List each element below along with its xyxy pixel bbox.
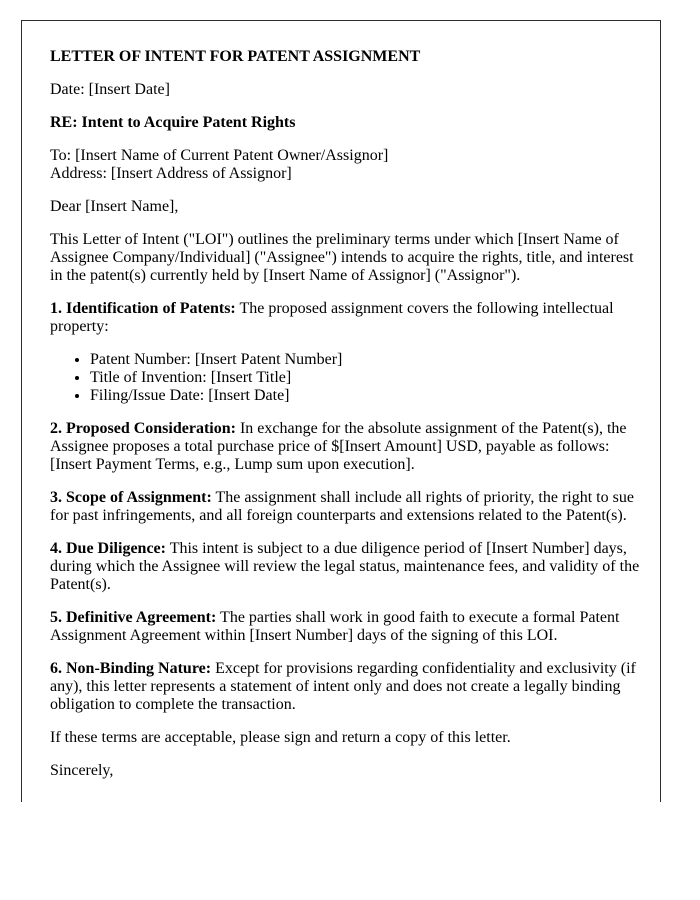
to-line: To: [Insert Name of Current Patent Owner/Assignor] (50, 147, 389, 164)
closing-line: If these terms are acceptable, please sign and return a copy of this letter. (50, 729, 511, 746)
section-due-diligence (50, 540, 640, 594)
list-item-patent-number: • Patent Number: [Insert Patent Number] (90, 351, 640, 369)
letter-title: LETTER OF INTENT FOR PATENT ASSIGNMENT (50, 48, 421, 65)
letter-page (21, 20, 661, 802)
address-line: Address: [Insert Address of Assignor] (50, 165, 292, 182)
section-scope (50, 489, 640, 525)
section-non-binding-text: Except for provisions regarding confidentiality and exclusivity (if any), this letter represents a statement of intent only and does not create a legally binding obligation to complete the transaction. (50, 660, 636, 713)
section-due-diligence-label: 4. Due Diligence: (50, 540, 166, 557)
section-definitive-agreement-label: 5. Definitive Agreement: (50, 609, 217, 626)
list-item-invention-title: • Title of Invention: [Insert Title] (90, 369, 640, 387)
section-consideration (50, 420, 640, 474)
section-identification-label: 1. Identification of Patents: (50, 300, 236, 317)
section-identification (50, 300, 640, 336)
section-identification-text: The proposed assignment covers the following intellectual property: (50, 300, 614, 335)
section-non-binding (50, 660, 640, 714)
list-item-filing-date: • Filing/Issue Date: [Insert Date] (90, 387, 640, 405)
section-consideration-text: In exchange for the absolute assignment of the Patent(s), the Assignee proposes a total purchase price of $[Insert Amount] USD, payable as follows: [Insert Payment Terms, e.g., Lump sum upon execution]. (50, 420, 627, 473)
section-scope-label: 3. Scope of Assignment: (50, 489, 212, 506)
recipient-block (50, 147, 640, 183)
signoff: Sincerely, (50, 762, 114, 779)
section-scope-text: The assignment shall include all rights of priority, the right to sue for past infringements, and all foreign counterparts and extensions related to the Patent(s). (50, 489, 634, 524)
date-line: Date: [Insert Date] (50, 81, 170, 98)
section-due-diligence-text: This intent is subject to a due diligence period of [Insert Number] days, during which the Assignee will review the legal status, maintenance fees, and validity of the Patent(s). (50, 540, 640, 593)
re-line: RE: Intent to Acquire Patent Rights (50, 114, 296, 131)
patent-details-list (50, 351, 640, 405)
intro-paragraph: This Letter of Intent ("LOI") outlines the preliminary terms under which [Insert Name of Assignee Company/Individual] ("Assignee") intends to acquire the rights, title, and interest in the patent(s) currently held by [Insert Name of Assignor] ("Assignor"). (50, 231, 634, 284)
section-non-binding-label: 6. Non-Binding Nature: (50, 660, 212, 677)
section-definitive-agreement (50, 609, 640, 645)
section-consideration-label: 2. Proposed Consideration: (50, 420, 236, 437)
salutation: Dear [Insert Name], (50, 198, 179, 215)
section-definitive-agreement-text: The parties shall work in good faith to execute a formal Patent Assignment Agreement within [Insert Number] days of the signing of this LOI. (50, 609, 620, 644)
